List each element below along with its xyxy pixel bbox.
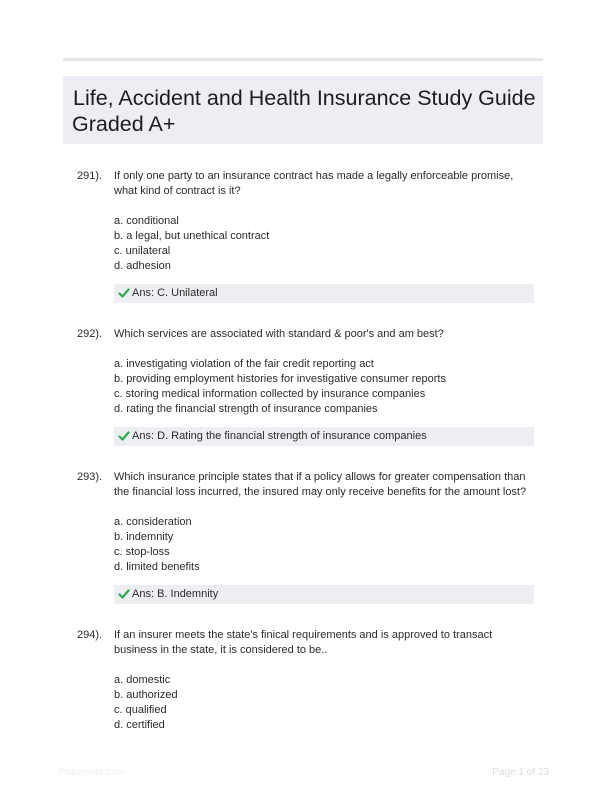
option-d: d. rating the financial strength of insurance companies (114, 403, 378, 415)
question-number: 292). (77, 328, 103, 340)
footer-page-number: Page 1 of 23 (492, 767, 549, 778)
answer-text: Ans: D. Rating the financial strength of insurance companies (132, 430, 427, 442)
document-title-line-2: Graded A+ (72, 112, 176, 136)
answer-text: Ans: C. Unilateral (132, 287, 218, 299)
question-text: If an insurer meets the state's finical requirements and is approved to transact business in the state, it is considered to be.. (114, 629, 493, 656)
checkmark-icon (118, 588, 130, 600)
answer-text: Ans: B. Indemnity (132, 588, 219, 600)
option-c: c. qualified (114, 704, 167, 716)
question-number: 293). (77, 471, 103, 483)
footer-site: Paperslibt.com (59, 767, 126, 778)
option-c: c. stop-loss (114, 546, 170, 558)
option-a: a. consideration (114, 516, 192, 528)
question-number: 291). (77, 170, 103, 182)
question-number: 294). (77, 629, 103, 641)
option-b: b. indemnity (114, 531, 174, 543)
top-divider (63, 58, 543, 61)
option-a: a. investigating violation of the fair credit reporting act (114, 358, 374, 370)
answer-box (114, 585, 534, 604)
option-b: b. providing employment histories for investigative consumer reports (114, 373, 446, 385)
option-c: c. unilateral (114, 245, 171, 257)
option-c: c. storing medical information collected by insurance companies (114, 388, 426, 400)
answer-box (114, 284, 534, 303)
option-d: d. adhesion (114, 260, 171, 272)
option-b: b. authorized (114, 689, 178, 701)
document-title-line-1: Life, Accident and Health Insurance Study Guide (73, 86, 536, 110)
option-a: a. domestic (114, 674, 171, 686)
question-text: Which services are associated with standard & poor's and am best? (114, 328, 444, 340)
option-d: d. limited benefits (114, 561, 200, 573)
checkmark-icon (118, 430, 130, 442)
question-text: Which insurance principle states that if a policy allows for greater compensation than the financial loss incurred, the insured may only receive benefits for the amount lost? (114, 471, 527, 498)
option-b: b. a legal, but unethical contract (114, 230, 270, 242)
answer-box (114, 427, 534, 446)
question-text: If only one party to an insurance contract has made a legally enforceable promise, what kind of contract is it? (114, 170, 514, 197)
checkmark-icon (118, 287, 130, 299)
option-a: a. conditional (114, 215, 179, 227)
option-d: d. certified (114, 719, 165, 731)
